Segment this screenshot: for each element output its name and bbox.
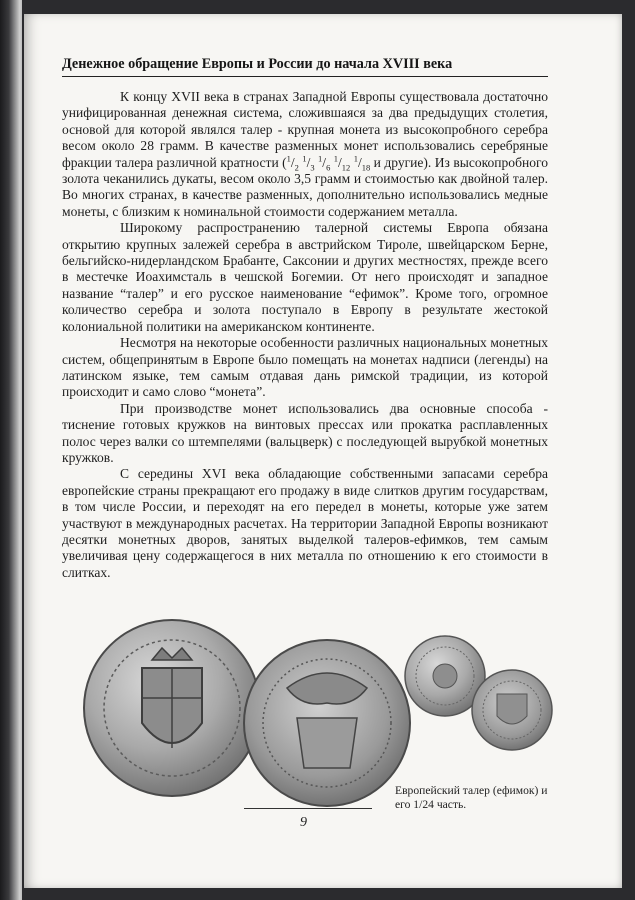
- thaler-reverse-coin: [84, 620, 260, 796]
- fraction: $^1/_2$: [286, 153, 299, 173]
- footer-rule: [244, 808, 372, 809]
- figure-caption: Европейский талер (ефимок) и его 1/24 часть.: [395, 784, 548, 811]
- paragraph-1-text-a: К концу XVII века в странах Западной Европы существовала достаточно унифицированная денежная система, сложившаяся за два предыдущих столетия, основой для которой являлся талер - крупная монета из высокопробного серебра весом около 28 грамм. В качестве разменных монет использовались серебряные фракции талера различной кратности (: [62, 89, 548, 170]
- fraction: $^1/_3$: [302, 153, 315, 173]
- paragraph-5: С середины XVI века обладающие собственными запасами серебра европейские страны прекращают его продажу в виде слитков другим государствам, в том числе России, и переходят на его передел в монеты, которые уже затем участвуют в международных расчетах. На территории Западной Европы возникают десятки монетных дворов, занятых выделкой талеров-ефимков, тем самым увеличивая цену содержащегося в них металла по отношению к его стоимости в слитках.: [62, 466, 548, 580]
- paragraph-1-text-b: и другие). Из высокопробного золота чеканились дукаты, весом около 3,5 грамм и стоимостью как двойной талер. Во многих странах, в качестве разменных, дополнительно использовались медные монеты, с близким к номинальной стоимости содержанием металла.: [62, 154, 548, 219]
- paragraph-3: Несмотря на некоторые особенности различных национальных монетных систем, общепринятым в Европе было помещать на монетах надписи (легенды) на латинском языке, тем самым отдавая дань римской традиции, из которой происходит и само слово “монета”.: [62, 335, 548, 400]
- paragraph-1: [62, 89, 548, 220]
- paragraph-2: Широкому распространению талерной системы Европа обязана открытию крупных залежей серебра в австрийском Тироле, швейцарском Берне, бельгийско-нидерландском Брабанте, Саксонии и других местностях, прежде всего в местечке Иоахимсталь в чешской Богемии. От него происходят и западное название “талер” и его русское наименование “ефимок”. Кроме того, огромное количество серебра и золота поступало в Европу в результате жестокой колониальной политики на американском континенте.: [62, 220, 548, 334]
- fraction-coin-reverse: [472, 670, 552, 750]
- body-text: [62, 89, 548, 581]
- thaler-obverse-coin: [244, 640, 410, 806]
- paragraph-4: При производстве монет использовались два основные способа - тиснение готовых кружков на винтовых прессах или прокатка расплавленных полос через валки со штемпелями (вальцверк) с последующей вырубкой монетных кружков.: [62, 400, 548, 465]
- page-number: 9: [300, 815, 307, 830]
- adjacent-page-edge: [0, 0, 22, 900]
- running-header: Денежное обращение Европы и России до начала XVIII века: [62, 56, 453, 72]
- fraction: $^1/_{18}$: [353, 153, 371, 173]
- header-rule: [62, 76, 548, 77]
- fraction: $^1/_{12}$: [333, 153, 351, 173]
- fraction: $^1/_6$: [318, 153, 331, 173]
